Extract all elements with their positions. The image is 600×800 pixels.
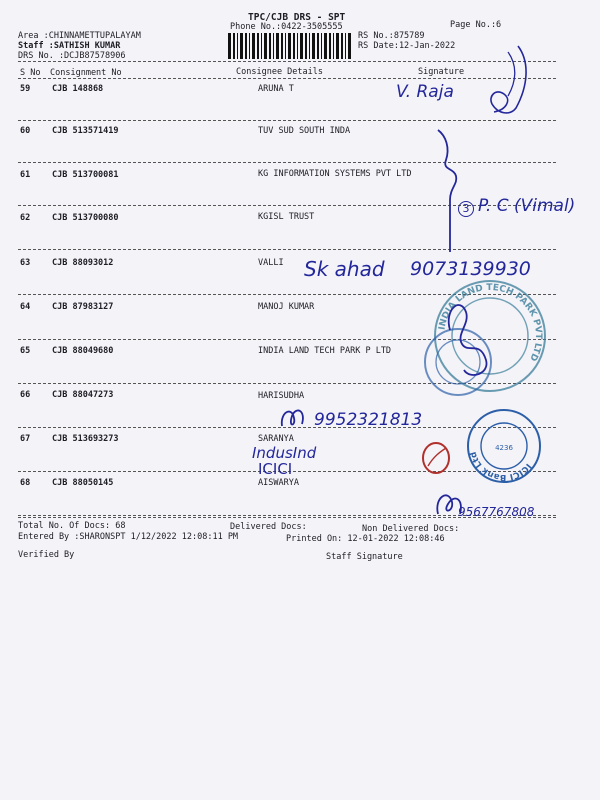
row-divider	[18, 162, 556, 163]
barcode-bar	[345, 33, 346, 59]
barcode-bar	[269, 33, 271, 59]
barcode-bar	[264, 33, 267, 59]
row-divider	[18, 249, 556, 250]
barcode-bar	[317, 33, 319, 59]
entered-by: Entered By :SHARONSPT 1/12/2022 12:08:11 PM	[18, 532, 239, 542]
barcode-bar	[297, 33, 298, 59]
row-consignee: SARANYA	[258, 434, 294, 444]
signature-pc-vimal: P. C (Vimal)	[478, 196, 576, 216]
svg-text:INDIA LAND TECH PARK PVT LTD: INDIA LAND TECH PARK PVT LTD	[437, 282, 544, 363]
row-sno: 61	[20, 170, 31, 180]
red-circle-mark	[418, 438, 454, 478]
row-consignment: CJB 88093012	[52, 258, 114, 268]
drs-number: DRS No. :DCJB87578906	[18, 51, 126, 61]
barcode-bar	[321, 33, 322, 59]
signature-sk-ahad: Sk ahad	[304, 257, 385, 281]
vertical-scribble-signature	[478, 42, 538, 122]
row-consignee: KG INFORMATION SYSTEMS PVT LTD	[258, 169, 412, 179]
row-consignment: CJB 148868	[52, 84, 104, 94]
barcode-bar	[249, 33, 250, 59]
verified-by: Verified By	[18, 550, 75, 560]
row-consignment: CJB 513700080	[52, 213, 119, 223]
barcode-bar	[245, 33, 247, 59]
barcode-bar	[261, 33, 262, 59]
staff-signature-label: Staff Signature	[326, 552, 403, 562]
barcode-bar	[281, 33, 283, 59]
column-consignee: Consignee Details	[236, 67, 323, 77]
row-divider	[18, 205, 556, 206]
footer-rule	[18, 517, 556, 518]
row-sno: 60	[20, 126, 31, 136]
phone-number-handwritten-3: 9567767808	[458, 505, 535, 519]
row-consignee: TUV SUD SOUTH INDA	[258, 126, 351, 136]
rs-date: RS Date:12-Jan-2022	[358, 41, 456, 51]
row-consignee: VALLI	[258, 258, 284, 268]
phone-number-handwritten-2: 9952321813	[314, 410, 423, 430]
row-consignee: MANOJ KUMAR	[258, 302, 315, 312]
header-top-rule	[18, 61, 556, 62]
area-label: Area :CHINNAMETTUPALAYAM	[18, 31, 141, 41]
row-consignee: INDIA LAND TECH PARK P LTD	[258, 346, 392, 356]
row-sno: 65	[20, 346, 31, 356]
barcode-bar	[257, 33, 259, 59]
phone-number-handwritten-1: 9073139930	[410, 258, 531, 280]
non-delivered-docs: Non Delivered Docs:	[362, 524, 460, 534]
barcode-bar	[240, 33, 243, 59]
page-number: Page No.:6	[450, 20, 502, 30]
row-consignment: CJB 88050145	[52, 478, 114, 488]
row-consignment: CJB 513571419	[52, 126, 119, 136]
row-consignee: HARISUDHA	[258, 391, 305, 401]
barcode-bar	[300, 33, 303, 59]
barcode-bar	[336, 33, 339, 59]
bracket-scribble	[432, 126, 472, 256]
row-consignment: CJB 87983127	[52, 302, 114, 312]
row-consignee: ARUNA T	[258, 84, 294, 94]
barcode-bar	[228, 33, 231, 59]
receiver-signature-scribble	[440, 290, 500, 390]
circled-number: 3	[458, 201, 474, 217]
column-consignment: Consignment No	[50, 68, 122, 78]
barcode-bar	[312, 33, 315, 59]
initials-signature	[278, 404, 310, 434]
row-divider	[18, 120, 556, 121]
row-sno: 63	[20, 258, 31, 268]
barcode-bar	[341, 33, 343, 59]
column-sno: S No	[20, 68, 41, 78]
row-sno: 67	[20, 434, 31, 444]
barcode-bar	[252, 33, 255, 59]
row-consignee: AISWARYA	[258, 478, 299, 488]
row-sno: 59	[20, 84, 31, 94]
row-sno: 62	[20, 213, 31, 223]
row-consignment: CJB 88047273	[52, 390, 114, 400]
staff-label: Staff :SATHISH KUMAR	[18, 41, 121, 51]
svg-text:ICICI Bank Ltd: ICICI Bank Ltd	[468, 450, 533, 483]
phone-number: Phone No.:0422-3505555	[230, 22, 343, 32]
barcode-bar	[276, 33, 279, 59]
row-sno: 66	[20, 390, 31, 400]
barcode-bar	[233, 33, 235, 59]
printed-on: Printed On: 12-01-2022 12:08:46	[286, 534, 445, 544]
barcode-image	[228, 33, 352, 61]
barcode-bar	[273, 33, 274, 59]
svg-text:4236: 4236	[495, 444, 513, 452]
barcode-bar	[285, 33, 286, 59]
row-sno: 68	[20, 478, 31, 488]
row-consignment: CJB 513700081	[52, 170, 119, 180]
column-signature: Signature	[418, 67, 465, 77]
row-consignment: CJB 88049680	[52, 346, 114, 356]
row-sno: 64	[20, 302, 31, 312]
total-docs: Total No. Of Docs: 68	[18, 521, 126, 531]
handwritten-bank-name: IndusInd	[252, 444, 317, 462]
barcode-bar	[288, 33, 291, 59]
barcode-bar	[305, 33, 307, 59]
icici-bank-stamp	[466, 408, 542, 484]
barcode-bar	[348, 33, 351, 59]
barcode-bar	[293, 33, 295, 59]
document-title: TPC/CJB DRS - SPT	[248, 12, 346, 23]
handwritten-icici: ICICI	[258, 460, 293, 478]
barcode-bar	[324, 33, 327, 59]
row-consignee: KGISL TRUST	[258, 212, 315, 222]
barcode-bar	[333, 33, 334, 59]
rs-number: RS No.:875789	[358, 31, 425, 41]
row-consignment: CJB 513693273	[52, 434, 119, 444]
delivered-docs: Delivered Docs:	[230, 522, 307, 532]
barcode-bar	[329, 33, 331, 59]
barcode-bar	[237, 33, 238, 59]
signature-v-raja: V. Raja	[396, 82, 454, 102]
header-bottom-rule	[18, 78, 556, 79]
barcode-bar	[309, 33, 310, 59]
